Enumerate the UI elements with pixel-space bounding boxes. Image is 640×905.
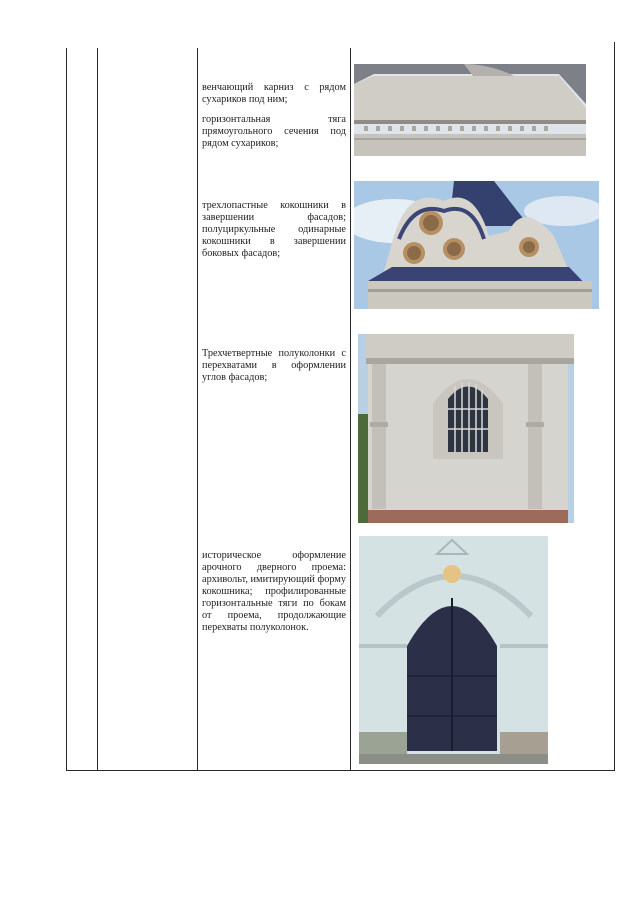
- table-column-line-2: [197, 48, 198, 770]
- columns-photo: [358, 334, 574, 523]
- table-border-bottom: [66, 770, 615, 771]
- row-1-paragraph-1: венчающий карниз с рядом сухариков под ним;: [202, 82, 346, 105]
- row-2-text: [202, 200, 346, 268]
- row-4-text: [202, 550, 346, 642]
- kokoshniki-photo: [354, 181, 599, 309]
- row-1-paragraph-2: горизонтальная тяга прямоугольного сечения под рядом сухариков;: [202, 114, 346, 149]
- door-photo: [359, 536, 548, 764]
- table-border-left: [66, 48, 67, 770]
- row-2-paragraph-1: трехлопастные кокошники в завершении фасадов; полуциркульные одинарные кокошники в завершении боковых фасадов;: [202, 200, 346, 259]
- table-column-line-1: [97, 48, 98, 770]
- table-column-line-3: [350, 48, 351, 770]
- row-4-paragraph-1: историческое оформление арочного дверного проема: архивольт, имитирующий форму кокошника; профилированные горизонтальные тяги по бокам от проема, продолжающие перехваты полуколонок.: [202, 550, 346, 633]
- table-border-right: [614, 42, 615, 770]
- cornice-photo: [354, 64, 586, 156]
- row-3-paragraph-1: Трехчетвертные полуколонки с перехватами в оформлении углов фасадов;: [202, 348, 346, 383]
- row-1-text: [202, 82, 346, 158]
- row-3-text: [202, 348, 346, 392]
